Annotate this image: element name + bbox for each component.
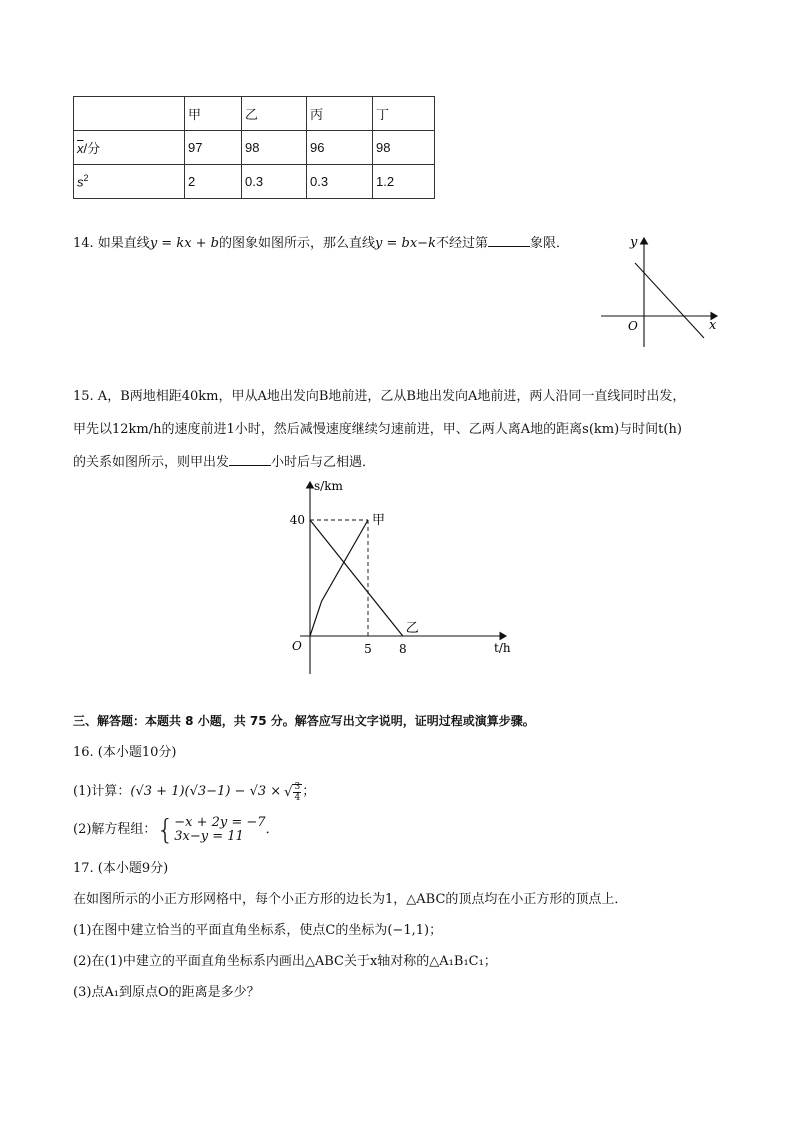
q16-p2-end: ． xyxy=(265,822,279,837)
table-header-jia: 甲 xyxy=(185,97,242,131)
x-tick-8: 8 xyxy=(398,642,407,656)
x-axis-label: t/h xyxy=(494,641,511,655)
answer-blank xyxy=(488,234,530,247)
line-y-kx-b xyxy=(635,263,704,338)
q15-line3b: 小时后与乙相遇． xyxy=(271,455,376,470)
x-tick-5: 5 xyxy=(364,642,372,656)
table-cell: 98 xyxy=(242,131,307,165)
table-cell: 0.3 xyxy=(307,165,373,199)
table-cell: 96 xyxy=(307,131,373,165)
series-yi-label: 乙 xyxy=(405,621,419,636)
q16-part1 xyxy=(73,780,315,804)
table-header-bing: 丙 xyxy=(307,97,373,131)
equation-1: −x + 2y = −7 xyxy=(174,815,266,830)
variance-sup: 2 xyxy=(83,173,89,184)
question-15-line3 xyxy=(73,453,375,472)
q16-p2-label: (2)解方程组： xyxy=(73,822,157,837)
answer-blank xyxy=(229,453,271,466)
equation-system xyxy=(174,816,265,844)
q17-part3: (3)点A₁到原点O的距离是多少？ xyxy=(73,985,260,1000)
q14-graph xyxy=(596,228,726,350)
q14-suffix1: 不经过第 xyxy=(435,236,488,251)
table-cell: 97 xyxy=(185,131,242,165)
mean-symbol: $\overline{x}$ xyxy=(77,141,84,156)
q17-title: 17. (本小题9分) xyxy=(73,861,169,876)
stats-table xyxy=(73,96,435,199)
q14-prefix: 14. 如果直线 xyxy=(73,236,150,251)
table-cell: 1.2 xyxy=(373,165,435,199)
origin-label: O xyxy=(628,319,638,333)
q16-title: 16. (本小题10分) xyxy=(73,745,177,760)
q14-eq1: y = kx + b xyxy=(149,236,220,251)
table-cell: 98 xyxy=(373,131,435,165)
y-axis-label: y xyxy=(630,235,638,250)
table-cell: 0.3 xyxy=(242,165,307,199)
y-tick-40: 40 xyxy=(289,513,305,527)
equation-2: 3x−y = 11 xyxy=(174,829,244,844)
q17-intro: 在如图所示的小正方形网格中，每个小正方形的边长为1，△ABC的顶点均在小正方形的顶点上． xyxy=(73,892,628,907)
q15-graph xyxy=(270,474,520,678)
mean-unit: /分 xyxy=(83,141,101,156)
q15-line3a: 的关系如图所示，则甲出发 xyxy=(73,455,230,470)
system-brace: { xyxy=(156,813,175,846)
question-15-line1: 15. A，B两地相距40km，甲从A地出发向B地前进，乙从B地出发向A地前进，两人沿同一直线同时出发， xyxy=(73,389,686,404)
table-cell xyxy=(74,97,185,131)
series-jia-line xyxy=(310,520,368,636)
q17-part2: (2)在(1)中建立的平面直角坐标系内画出△ABC关于x轴对称的△A₁B₁C₁； xyxy=(73,954,497,969)
q14-eq2: y = bx−k xyxy=(375,236,436,251)
row-label-mean xyxy=(74,131,185,165)
origin-label: O xyxy=(292,639,302,653)
row-label-variance xyxy=(74,165,185,199)
table-header-ding: 丁 xyxy=(373,97,435,131)
section-3-heading: 三、解答题：本题共 8 小题，共 75 分。解答应写出文字说明，证明过程或演算步骤。 xyxy=(73,714,535,728)
fraction-denominator: 4 xyxy=(294,792,301,803)
q14-mid: 的图象如图所示，那么直线 xyxy=(219,236,376,251)
table-cell: 2 xyxy=(185,165,242,199)
table-row xyxy=(74,97,435,131)
sqrt-fraction: √ $\frac{3}{4}$ xyxy=(284,781,301,803)
question-14 xyxy=(73,234,569,253)
q16-p1-end: ； xyxy=(302,784,316,799)
variance-symbol: s xyxy=(77,174,84,190)
fraction-numerator: 3 xyxy=(294,781,301,792)
q16-p1-expr: (√3 + 1)(√3−1) − √3 × xyxy=(130,784,282,799)
x-axis-label: x xyxy=(709,318,717,333)
q17-part1: (1)在图中建立恰当的平面直角坐标系，使点C的坐标为(−1,1)； xyxy=(73,923,443,938)
table-header-yi: 乙 xyxy=(242,97,307,131)
table-row xyxy=(74,131,435,165)
series-yi-line xyxy=(310,520,403,636)
q14-suffix2: 象限． xyxy=(529,236,569,251)
y-axis-label: s/km xyxy=(314,479,343,493)
q16-p1-label: (1)计算： xyxy=(73,784,131,799)
table-row xyxy=(74,165,435,199)
q16-part2 xyxy=(73,813,279,846)
series-jia-label: 甲 xyxy=(372,513,386,528)
question-15-line2: 甲先以12km/h的速度前进1小时，然后减慢速度继续匀速前进，甲、乙两人离A地的距离s(km)与时间t(h) xyxy=(73,422,682,437)
